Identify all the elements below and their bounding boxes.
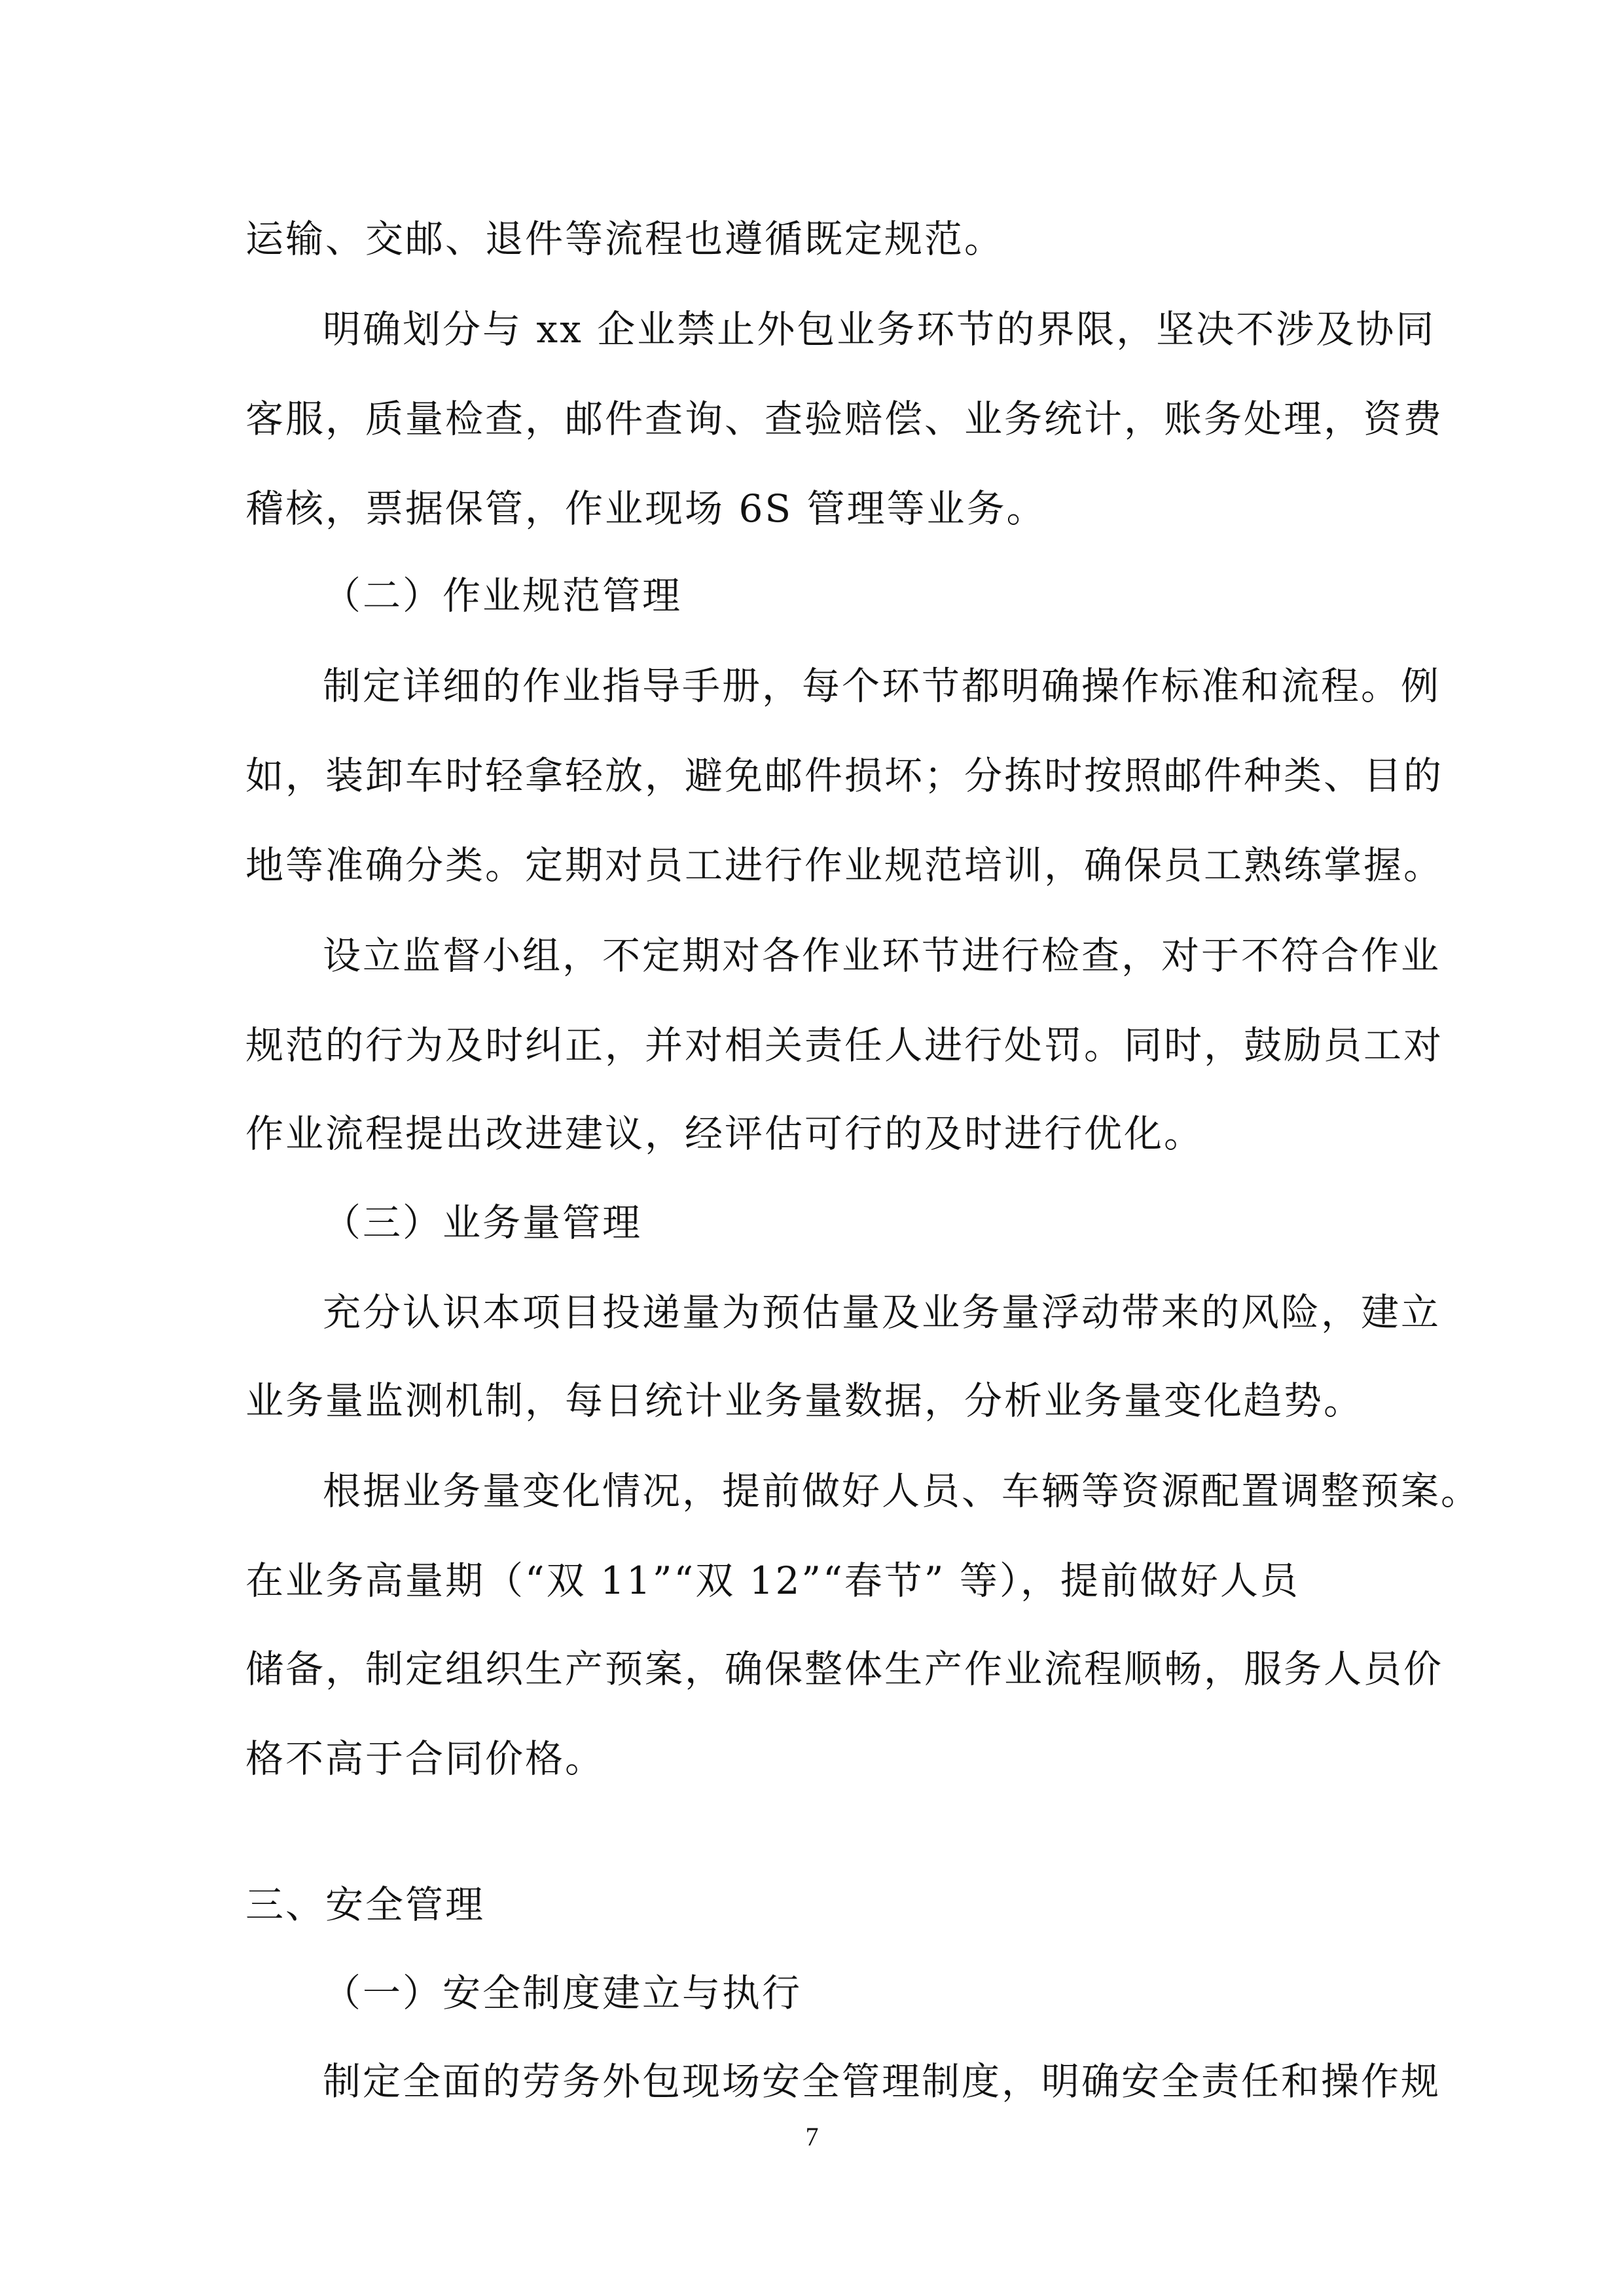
text-line: 格不高于合同价格。 [245, 1736, 605, 1781]
section-heading: （一）安全制度建立与执行 [323, 1971, 803, 2015]
text-line: 制定全面的劳务外包现场安全管理制度，明确安全责任和操作规 [323, 2059, 1441, 2104]
text-line: 充分认识本项目投递量为预估量及业务量浮动带来的风险，建立 [323, 1290, 1441, 1335]
text-line: 客服，质量检查，邮件查询、查验赔偿、业务统计，账务处理，资费 [245, 397, 1444, 441]
text-line: 作业流程提出改进建议，经评估可行的及时进行优化。 [245, 1111, 1204, 1156]
text-line: 在业务高量期（“双 11”“双 12”“春节” 等），提前做好人员 [245, 1558, 1300, 1603]
section-heading: （三）业务量管理 [323, 1200, 643, 1245]
text-line: 业务量监测机制，每日统计业务量数据，分析业务量变化趋势。 [245, 1378, 1364, 1423]
text-line: 设立监督小组，不定期对各作业环节进行检查，对于不符合作业 [323, 933, 1441, 978]
text-line: 规范的行为及时纠正，并对相关责任人进行处罚。同时，鼓励员工对 [245, 1023, 1444, 1067]
text-line: 储备，制定组织生产预案，确保整体生产作业流程顺畅，服务人员价 [245, 1647, 1444, 1691]
text-line: 制定详细的作业指导手册，每个环节都明确操作标准和流程。例 [323, 664, 1441, 708]
text-line: 明确划分与 xx 企业禁止外包业务环节的界限，坚决不涉及协同 [323, 307, 1436, 351]
page-number: 7 [805, 2122, 819, 2151]
text-line: 根据业务量变化情况，提前做好人员、车辆等资源配置调整预案。 [323, 1469, 1481, 1513]
text-line: 运输、交邮、退件等流程也遵循既定规范。 [245, 217, 1005, 261]
text-line: 如，装卸车时轻拿轻放，避免邮件损坏；分拣时按照邮件种类、目的 [245, 753, 1444, 798]
chapter-heading: 三、安全管理 [245, 1882, 486, 1927]
section-heading: （二）作业规范管理 [323, 573, 683, 618]
text-line: 地等准确分类。定期对员工进行作业规范培训，确保员工熟练掌握。 [245, 843, 1444, 888]
text-line: 稽核，票据保管，作业现场 6S 管理等业务。 [245, 486, 1047, 531]
